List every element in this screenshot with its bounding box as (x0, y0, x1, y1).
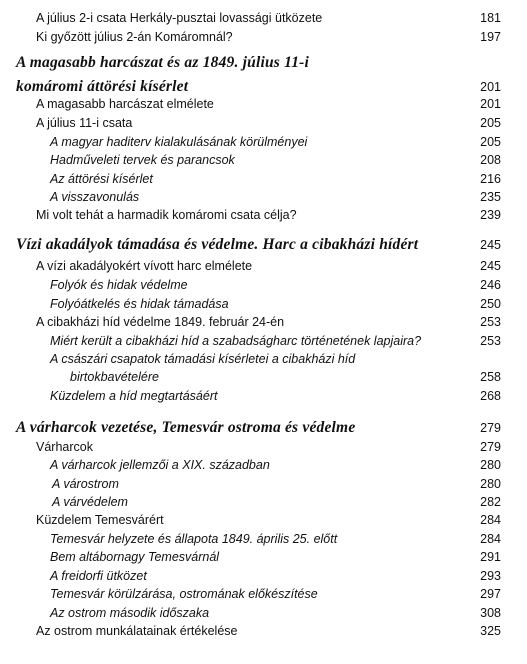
toc-chapter-heading (0, 78, 527, 96)
toc-page-number: 245 (480, 259, 501, 273)
toc-entry-title: Temesvár helyzete és állapota 1849. április 25. előtt (50, 532, 338, 546)
toc-page-number: 308 (480, 606, 501, 620)
toc-entry (0, 151, 527, 169)
toc-entry (0, 585, 527, 603)
toc-page-number: 253 (480, 334, 501, 348)
toc-entry-title: Ki győzött július 2-án Komáromnál? (36, 30, 233, 44)
toc-entry (0, 257, 527, 275)
toc-page-number: 268 (480, 389, 501, 403)
toc-entry (0, 28, 527, 46)
toc-page-number: 235 (480, 190, 501, 204)
toc-chapter-heading (0, 419, 527, 437)
toc-entry-title: Miért került a cibakházi híd a szabadságharc történetének lapjaira? (50, 334, 422, 348)
toc-page-number: 291 (480, 550, 501, 564)
toc-entry-title: A várharcok vezetése, Temesvár ostroma és védelme (16, 419, 356, 436)
toc-entry-title: komáromi áttörési kísérlet (16, 78, 189, 95)
toc-page-number: 216 (480, 172, 501, 186)
toc-entry-title: Hadműveleti tervek és parancsok (50, 153, 235, 167)
toc-entry (0, 368, 527, 386)
toc-entry-title: birtokbavételére (70, 370, 159, 384)
toc-entry-title: Az áttörési kísérlet (50, 172, 153, 186)
toc-page-number: 205 (480, 116, 501, 130)
toc-entry-title: A visszavonulás (50, 190, 140, 204)
toc-page-number: 205 (480, 135, 501, 149)
toc-page-number: 201 (480, 80, 501, 94)
toc-page-number: 280 (480, 477, 501, 491)
toc-page-number: 239 (480, 208, 501, 222)
toc-entry-title: Az ostrom munkálatainak értékelése (36, 624, 238, 638)
toc-entry-title: Küzdelem Temesvárért (36, 513, 164, 527)
toc-chapter-heading (0, 54, 527, 72)
toc-entry (0, 530, 527, 548)
toc-entry (0, 493, 527, 511)
toc-entry-title: A magyar haditerv kialakulásának körülményei (50, 135, 308, 149)
toc-page-number: 280 (480, 458, 501, 472)
toc-entry (0, 567, 527, 585)
toc-entry (0, 170, 527, 188)
toc-page-number: 284 (480, 513, 501, 527)
toc-page-number: 246 (480, 278, 501, 292)
toc-chapter-heading (0, 236, 527, 254)
toc-page-number: 325 (480, 624, 501, 638)
toc-entry (0, 622, 527, 640)
toc-page-number: 279 (480, 421, 501, 435)
toc-page-number: 253 (480, 315, 501, 329)
toc-entry-title: Bem altábornagy Temesvárnál (50, 550, 220, 564)
toc-page-number: 201 (480, 97, 501, 111)
toc-entry-title: Folyóátkelés és hidak támadása (50, 297, 229, 311)
toc-entry (0, 206, 527, 224)
toc-entry (0, 332, 527, 350)
toc-entry (0, 276, 527, 294)
toc-entry-title: Temesvár körülzárása, ostromának előkészítése (50, 587, 318, 601)
toc-entry-title: Várharcok (36, 440, 93, 454)
toc-page-number: 293 (480, 569, 501, 583)
toc-entry (0, 95, 527, 113)
toc-entry-title: A császári csapatok támadási kísérletei a cibakházi híd (50, 352, 356, 366)
toc-page-number: 297 (480, 587, 501, 601)
toc-entry (0, 114, 527, 132)
toc-entry-title: Vízi akadályok támadása és védelme. Harc a cibakházi hídért (16, 236, 419, 253)
toc-entry (0, 604, 527, 622)
toc-entry (0, 9, 527, 27)
toc-page-number: 282 (480, 495, 501, 509)
toc-page-number: 197 (480, 30, 501, 44)
toc-entry-title: A vízi akadályokért vívott harc elmélete (36, 259, 253, 273)
toc-entry (0, 438, 527, 456)
toc-entry-title: Mi volt tehát a harmadik komáromi csata célja? (36, 208, 297, 222)
toc-entry-title: A cibakházi híd védelme 1849. február 24-én (36, 315, 285, 329)
toc-entry (0, 511, 527, 529)
toc-entry-title: Folyók és hidak védelme (50, 278, 188, 292)
toc-entry (0, 548, 527, 566)
toc-entry (0, 456, 527, 474)
toc-page-number: 181 (480, 11, 501, 25)
toc-entry-title: A freidorfi ütközet (50, 569, 147, 583)
toc-page-number: 284 (480, 532, 501, 546)
toc-entry (0, 475, 527, 493)
toc-page-number: 279 (480, 440, 501, 454)
toc-entry-title: A magasabb harcászat és az 1849. július 11-i (16, 54, 310, 71)
toc-entry-title: A július 2-i csata Herkály-pusztai lovassági ütközete (36, 11, 323, 25)
toc-entry-title: Az ostrom második időszaka (50, 606, 210, 620)
toc-entry-title: Küzdelem a híd megtartásáért (50, 389, 218, 403)
toc-page-number: 245 (480, 238, 501, 252)
toc-entry-title: A várharcok jellemzői a XIX. században (50, 458, 270, 472)
toc-entry-title: A július 11-i csata (36, 116, 133, 130)
toc-entry (0, 387, 527, 405)
toc-entry (0, 188, 527, 206)
toc-entry-title: A magasabb harcászat elmélete (36, 97, 214, 111)
toc-entry (0, 295, 527, 313)
toc-page-number: 208 (480, 153, 501, 167)
toc-page-number: 258 (480, 370, 501, 384)
toc-entry-title: A várostrom (52, 477, 119, 491)
toc-entry-title: A várvédelem (52, 495, 128, 509)
toc-entry (0, 133, 527, 151)
toc-page-number: 250 (480, 297, 501, 311)
toc-entry (0, 350, 527, 368)
toc-entry (0, 313, 527, 331)
